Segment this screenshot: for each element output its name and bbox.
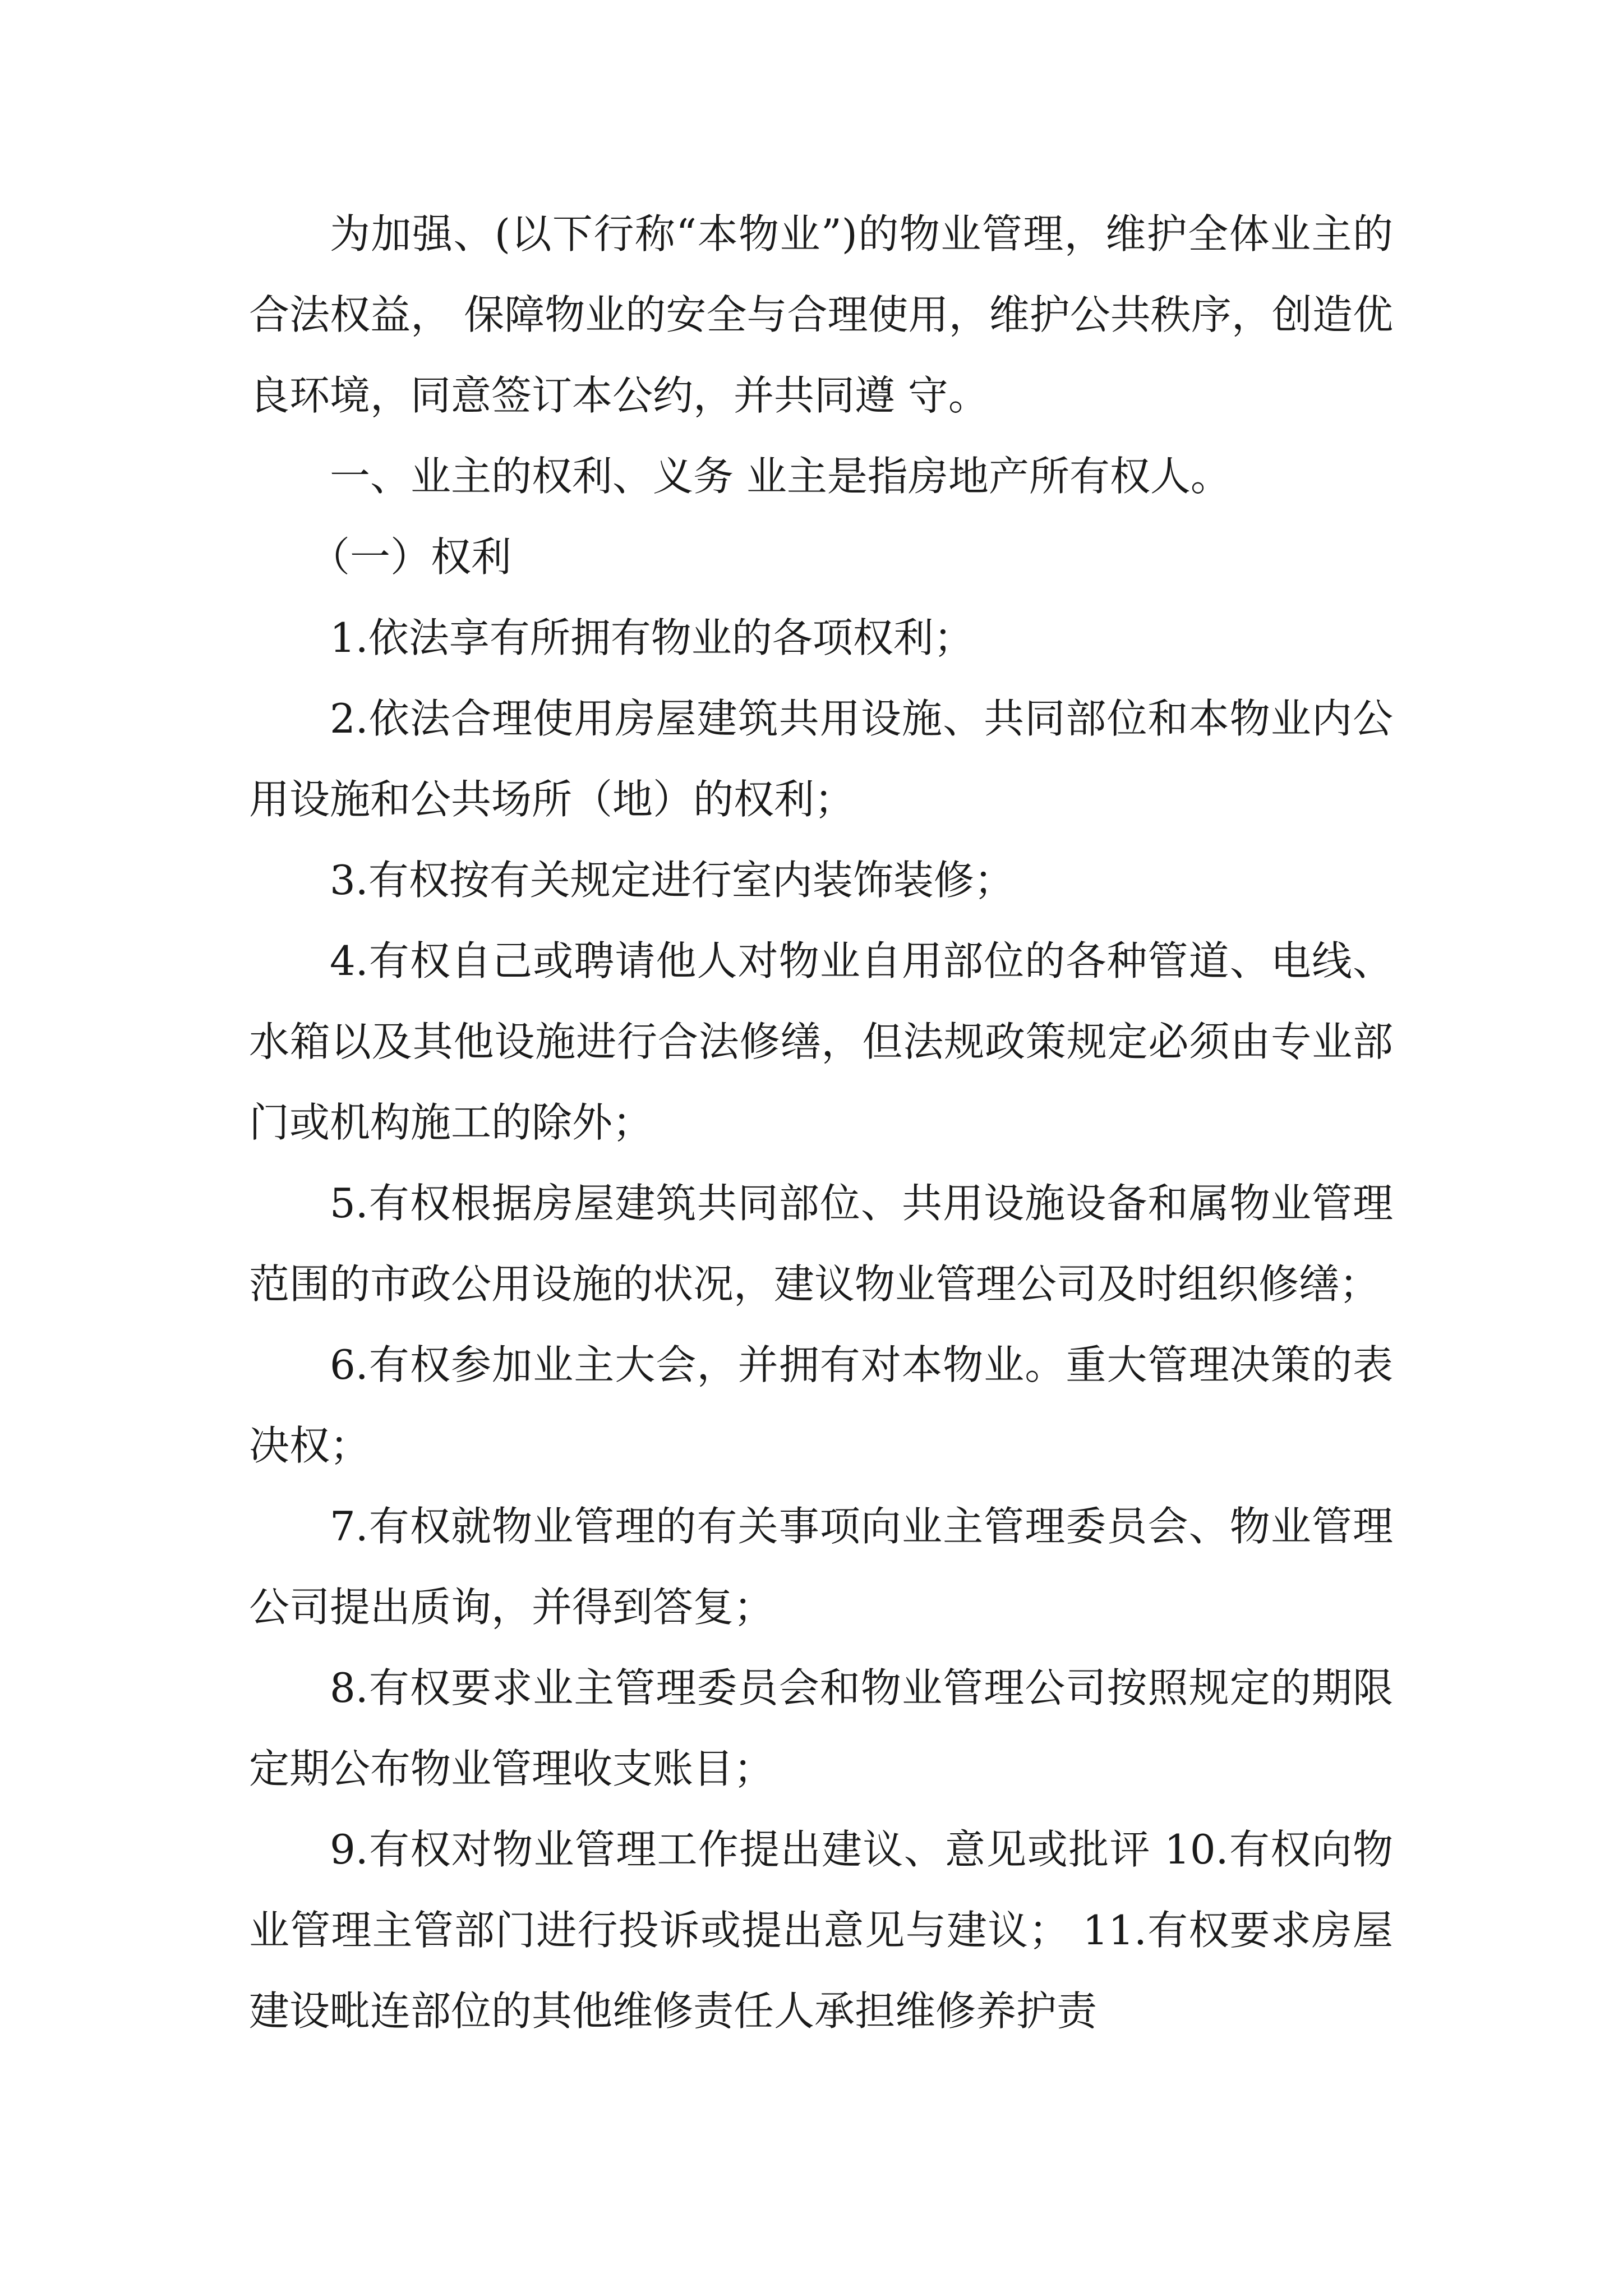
list-item-6: 6.有权参加业主大会，并拥有对本物业。重大管理决策的表决权； bbox=[249, 1341, 1393, 1469]
list-item-1: 1.依法享有所拥有物业的各项权利； bbox=[330, 614, 974, 661]
list-item-8: 8.有权要求业主管理委员会和物业管理公司按照规定的期限定期公布物业管理收支账目； bbox=[249, 1664, 1393, 1792]
list-item-7: 7.有权就物业管理的有关事项向业主管理委员会、物业管理公司提出质询，并得到答复； bbox=[249, 1503, 1393, 1631]
list-item-9-10-11: 9.有权对物业管理工作提出建议、意见或批评 10.有权向物业管理主管部门进行投诉或提出意见与建议； 11.有权要求房屋建设毗连部位的其他维修责任人承担维修养护责 bbox=[249, 1826, 1393, 2035]
list-item-2: 2.依法合理使用房屋建筑共用设施、共同部位和本物业内公用设施和公共场所（地）的权利； bbox=[249, 695, 1393, 823]
subsection-heading-rights: （一）权利 bbox=[310, 533, 512, 581]
section-heading-owner-rights-obligations: 一、业主的权利、义务 业主是指房地产所有权人。 bbox=[330, 453, 1231, 500]
document-body bbox=[249, 194, 1393, 2051]
intro-paragraph: 为加强、(以下行称“本物业”)的物业管理，维护全体业主的合法权益， 保障物业的安全与合理使用，维护公共秩序，创造优良环境，同意签订本公约，并共同遵 守。 bbox=[249, 210, 1393, 419]
list-item-3: 3.有权按有关规定进行室内装饰装修； bbox=[330, 857, 1015, 904]
list-item-5: 5.有权根据房屋建筑共同部位、共用设施设备和属物业管理范围的市政公用设施的状况，建议物业管理公司及时组织修缮； bbox=[249, 1180, 1393, 1308]
list-item-4: 4.有权自己或聘请他人对物业自用部位的各种管道、电线、水箱以及其他设施进行合法修缮，但法规政策规定必须由专业部门或机构施工的除外； bbox=[249, 937, 1393, 1146]
